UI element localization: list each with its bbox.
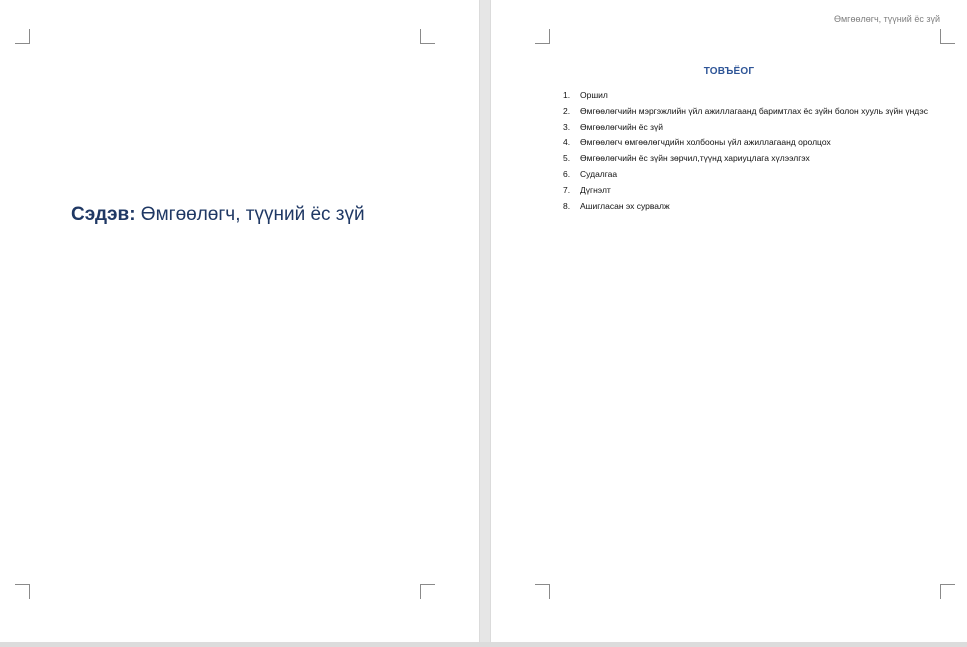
crop-mark-top-right [940, 29, 955, 44]
crop-mark-bottom-left [535, 584, 550, 599]
toc-item[interactable] [563, 183, 941, 199]
crop-mark-bottom-right [420, 584, 435, 599]
toc-item[interactable] [563, 151, 941, 167]
toc-item-text: Судалгаа [580, 168, 618, 179]
running-header: Өмгөөлөгч, түүний ёс зүй [833, 14, 940, 24]
toc-item-text: Өмгөөлөгчийн ёс зүй [580, 121, 664, 132]
crop-mark-bottom-right [940, 584, 955, 599]
toc-item-number: 6. [563, 168, 571, 179]
toc-item-text: Дүгнэлт [580, 184, 611, 195]
toc-item[interactable] [563, 104, 941, 120]
toc-item-number: 3. [563, 121, 571, 132]
toc-item-text: Ашигласан эх сурвалж [580, 200, 670, 211]
crop-mark-top-right [420, 29, 435, 44]
toc-item-number: 4. [563, 137, 571, 148]
toc-item[interactable] [563, 120, 941, 136]
toc-title: ТОВЪЁОГ [703, 66, 755, 77]
toc-item[interactable] [563, 199, 941, 215]
toc-item-number: 1. [563, 90, 571, 100]
toc-list [563, 88, 941, 214]
crop-mark-top-left [15, 29, 30, 44]
toc-item-number: 7. [563, 184, 571, 195]
page-contents[interactable] [491, 0, 967, 642]
crop-mark-bottom-left [15, 584, 30, 599]
page-cover[interactable] [0, 0, 479, 642]
toc-item-number: 8. [563, 200, 571, 211]
subject-line[interactable] [71, 204, 365, 226]
toc-item[interactable] [563, 135, 941, 151]
subject-text: Өмгөөлөгч, түүний ёс зүй [135, 204, 365, 225]
toc-item[interactable] [563, 88, 941, 104]
toc-item-text: Оршил [580, 90, 608, 100]
crop-mark-top-left [535, 29, 550, 44]
toc-item-number: 2. [563, 105, 571, 116]
bottom-edge-strip [0, 642, 967, 647]
subject-label: Сэдэв: [71, 204, 136, 225]
toc-item-text: Өмгөөлөгчийн мэргэжлийн үйл ажиллагаанд баримтлах ёс зүйн болон хууль зүйн үндэс [580, 105, 928, 116]
toc-item-text: Өмгөөлөгч өмгөөлөгчдийн холбооны үйл ажиллагаанд оролцох [580, 137, 831, 148]
toc-item-text: Өмгөөлөгчийн ёс зүйн зөрчил,түүнд хариуцлага хүлээлгэх [580, 153, 810, 164]
toc-item[interactable] [563, 167, 941, 183]
toc-item-number: 5. [563, 153, 571, 164]
